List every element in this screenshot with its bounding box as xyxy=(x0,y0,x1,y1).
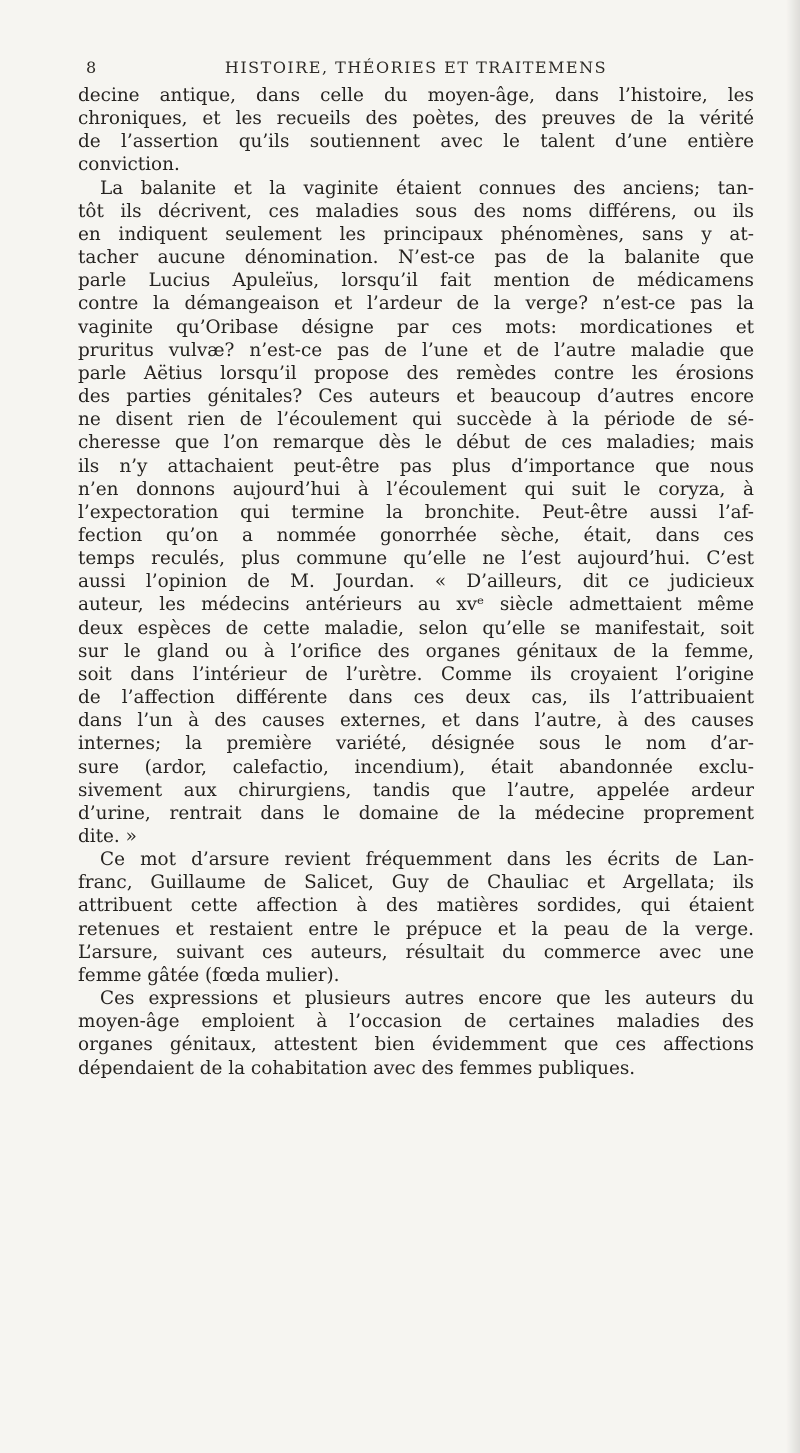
text-line: cheresse que l’on remarque dès le début de ces maladies; mais xyxy=(78,432,754,454)
text-line: parle Lucius Apuleïus, lorsqu’il fait mention de médicamens xyxy=(78,270,754,292)
text-line: de l’affection différente dans ces deux cas, ils l’attribuaient xyxy=(78,687,754,709)
text-line: aussi l’opinion de M. Jourdan. « D’ailleurs, dit ce judicieux xyxy=(78,571,754,593)
text-line: l’expectoration qui termine la bronchite. Peut-être aussi l’af- xyxy=(78,501,754,523)
text-line: femme gâtée (fœda mulier). xyxy=(78,964,340,986)
text-line: attribuent cette affection à des matières sordides, qui étaient xyxy=(78,895,754,917)
text-line: ils n’y attachaient peut-être pas plus d’importance que nous xyxy=(78,455,754,477)
text-line: n’en donnons aujourd’hui à l’écoulement qui suit le coryza, à xyxy=(78,478,754,500)
text-line: L’arsure, suivant ces auteurs, résultait du commerce avec une xyxy=(78,941,754,963)
page-number: 8 xyxy=(86,58,98,77)
running-head xyxy=(78,58,754,84)
running-title: HISTOIRE, THÉORIES ET TRAITEMENS xyxy=(224,58,608,77)
text-line: moyen-âge emploient à l’occasion de certaines maladies des xyxy=(78,1011,754,1033)
text-line: La balanite et la vaginite étaient connues des anciens; tan- xyxy=(100,177,754,199)
text-line: organes génitaux, attestent bien évidemment que ces affections xyxy=(78,1034,754,1056)
text-line: pruritus vulvæ? n’est-ce pas de l’une et de l’autre maladie que xyxy=(78,339,754,361)
text-line: dite. » xyxy=(78,826,137,847)
text-line: en indiquent seulement les principaux phénomènes, sans y at- xyxy=(78,223,754,245)
text-line: vaginite qu’Oribase désigne par ces mots: mordicationes et xyxy=(78,316,754,338)
text-line: internes; la première variété, désignée sous le nom d’ar- xyxy=(78,733,754,755)
text-line: ne disent rien de l’écoulement qui succède à la période de sé- xyxy=(78,409,754,431)
text-line: tôt ils décrivent, ces maladies sous des noms différens, ou ils xyxy=(78,200,754,222)
text-line: retenues et restaient entre le prépuce et la peau de la verge. xyxy=(78,918,754,940)
text-line: decine antique, dans celle du moyen-âge, dans l’histoire, les xyxy=(78,85,754,106)
text-line: des parties génitales? Ces auteurs et beaucoup d’autres encore xyxy=(78,386,754,408)
body-text xyxy=(78,84,754,1080)
text-line: de l’assertion qu’ils soutiennent avec le talent d’une entière xyxy=(78,131,754,153)
book-page xyxy=(78,58,754,1080)
text-line: deux espèces de cette maladie, selon qu’elle se manifestait, soit xyxy=(78,617,754,639)
text-line: conviction. xyxy=(78,154,180,176)
text-line: tacher aucune dénomination. N’est-ce pas de la balanite que xyxy=(78,247,754,269)
text-line: soit dans l’intérieur de l’urètre. Comme ils croyaient l’origine xyxy=(78,663,754,685)
text-line: fection qu’on a nommée gonorrhée sèche, était, dans ces xyxy=(78,524,754,546)
page-edge-shadow xyxy=(786,0,800,1453)
text-line: Ce mot d’arsure revient fréquemment dans les écrits de Lan- xyxy=(100,849,754,871)
text-line: sur le gland ou à l’orifice des organes génitaux de la femme, xyxy=(78,640,754,662)
text-line: dépendaient de la cohabitation avec des femmes publiques. xyxy=(78,1057,636,1079)
text-line: Ces expressions et plusieurs autres encore que les auteurs du xyxy=(100,988,754,1010)
text-line: dans l’un à des causes externes, et dans l’autre, à des causes xyxy=(78,710,754,732)
text-line: auteur, les médecins antérieurs au xvᵉ siècle admettaient même xyxy=(78,594,754,616)
text-line: parle Aëtius lorsqu’il propose des remèdes contre les érosions xyxy=(78,362,754,384)
text-line: franc, Guillaume de Salicet, Guy de Chauliac et Argellata; ils xyxy=(78,872,754,894)
text-line: temps reculés, plus commune qu’elle ne l’est aujourd’hui. C’est xyxy=(78,548,754,570)
text-line: chroniques, et les recueils des poètes, des preuves de la vérité xyxy=(78,108,754,130)
text-line: sure (ardor, calefactio, incendium), était abandonnée exclu- xyxy=(78,756,754,778)
text-line: contre la démangeaison et l’ardeur de la verge? n’est-ce pas la xyxy=(78,293,754,315)
text-line: d’urine, rentrait dans le domaine de la médecine proprement xyxy=(78,802,754,824)
text-line: sivement aux chirurgiens, tandis que l’autre, appelée ardeur xyxy=(78,779,754,801)
